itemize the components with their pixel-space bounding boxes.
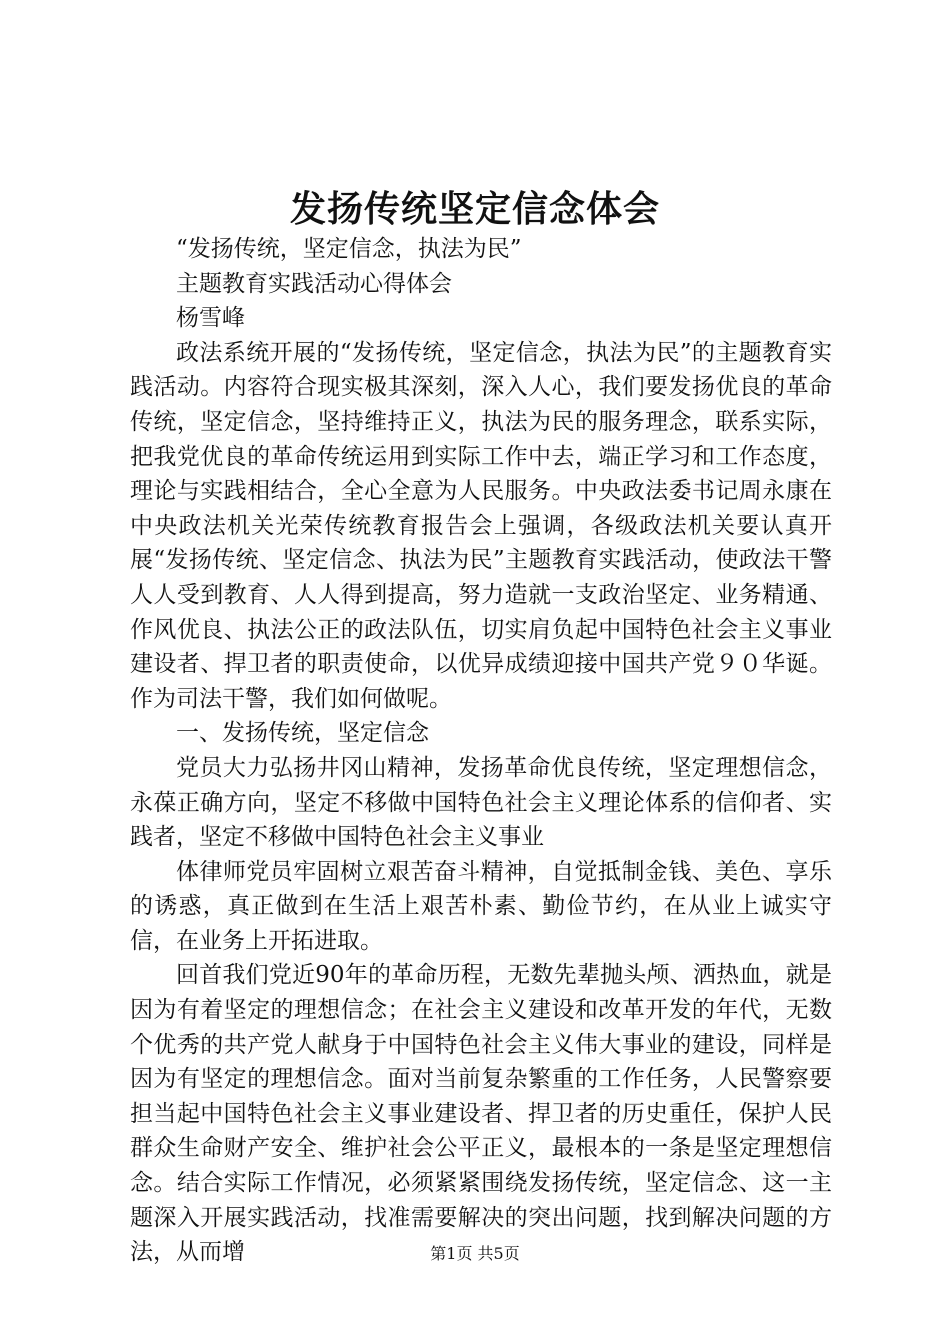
page-number-footer: 第1页 共5页 — [430, 1244, 520, 1263]
document-body — [130, 232, 832, 1270]
paragraph: 党员大力弘扬井冈山精神，发扬革命优良传统，坚定理想信念，永葆正确方向，坚定不移做中国特色社会主义理论体系的信仰者、实践者，坚定不移做中国特色社会主义事业 — [130, 754, 832, 851]
subtitle-line: 主题教育实践活动心得体会 — [176, 270, 452, 297]
author-name: 杨雪峰 — [176, 305, 245, 332]
document-title: 发扬传统坚定信念体会 — [289, 188, 660, 230]
section-heading: 一、发扬传统，坚定信念 — [176, 720, 429, 747]
paragraph: 回首我们党近90年的革命历程，无数先辈抛头颅、洒热血，就是因为有着坚定的理想信念；在社会主义建设和改革开发的年代，无数个优秀的共产党人献身于中国特色社会主义伟大事业的建设，同样是因为有坚定的理想信念。面对当前复杂繁重的工作任务，人民警察要担当起中国特色社会主义事业建设者、捍卫者的历史重任，保护人民群众生命财产安全、维护社会公平正义，最根本的一条是坚定理想信念。结合实际工作情况，必须紧紧围绕发扬传统，坚定信念、这一主题深入开展实践活动，找准需要解决的突出问题，找到解决问题的方法，从而增 — [130, 962, 832, 1266]
paragraph: 政法系统开展的“发扬传统，坚定信念，执法为民”的主题教育实践活动。内容符合现实极其深刻，深入人心，我们要发扬优良的革命传统，坚定信念，坚持维持正义，执法为民的服务理念，联系实际，把我党优良的革命传统运用到实际工作中去，端正学习和工作态度，理论与实践相结合，全心全意为人民服务。中央政法委书记周永康在中央政法机关光荣传统教育报告会上强调，各级政法机关要认真开展“发扬传统、坚定信念、执法为民”主题教育实践活动，使政法干警人人受到教育、人人得到提高，努力造就一支政治坚定、业务精通、作风优良、执法公正的政法队伍，切实肩负起中国特色社会主义事业建设者、捍卫者的职责使命，以优异成绩迎接中国共产党９０华诞。作为司法干警，我们如何做呢。 — [130, 339, 832, 712]
slogan-line: “发扬传统，坚定信念，执法为民” — [176, 236, 522, 262]
paragraph: 体律师党员牢固树立艰苦奋斗精神，自觉抵制金钱、美色、享乐的诱惑，真正做到在生活上艰苦朴素、勤俭节约，在从业上诚实守信，在业务上开拓进取。 — [130, 858, 832, 954]
